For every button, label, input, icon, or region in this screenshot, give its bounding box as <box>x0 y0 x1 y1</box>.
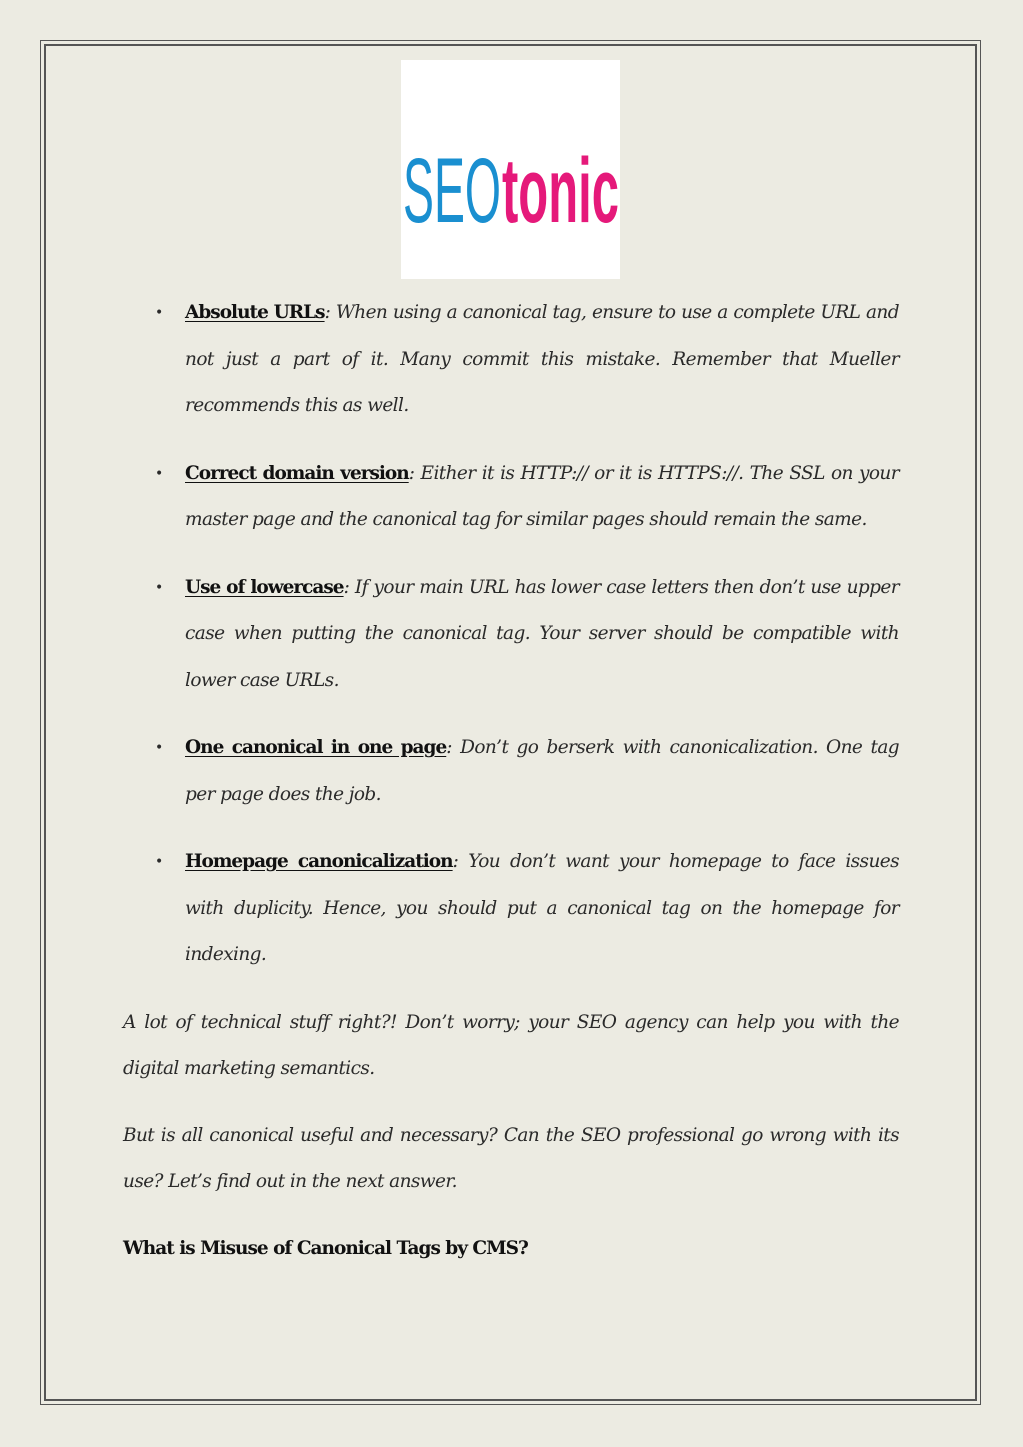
item-term: One canonical in one page <box>185 737 447 758</box>
item-term: Use of lowercase <box>185 576 344 598</box>
bullet-icon: • <box>155 854 163 870</box>
list-item <box>123 725 899 818</box>
section-heading: What is Misuse of Canonical Tags by CMS? <box>123 1237 528 1259</box>
body-paragraph: But is all canonical useful and necessary? Can the SEO professional go wrong with its use? Let’s find out in the next answer. <box>123 1124 899 1192</box>
item-text: : Either it is HTTP:// or it is HTTPS://. The SSL on your master page and the canonical tag for similar pages should remain the same. <box>185 462 899 530</box>
seotonic-logo <box>401 60 620 279</box>
item-term: Homepage canonicalization <box>185 851 453 872</box>
list-item <box>123 451 899 544</box>
logo-tonic-text: tonic <box>502 140 619 242</box>
seotonic-logo-graphic <box>401 60 620 279</box>
tips-list <box>123 290 899 979</box>
item-term: Correct domain version <box>185 462 409 484</box>
body-paragraph: A lot of technical stuff right?! Don’t worry; your SEO agency can help you with the digital marketing semantics. <box>123 1011 899 1079</box>
bullet-icon: • <box>155 305 163 321</box>
item-text: : If your main URL has lower case letters then don’t use upper case when putting the canonical tag. Your server should be compatible with lower case URLs. <box>185 576 899 691</box>
document-body <box>123 290 899 1272</box>
logo-seo-text: SEO <box>403 140 501 242</box>
item-text: : You don’t want your homepage to face issues with duplicity. Hence, you should put a canonical tag on the homepage for indexing. <box>185 851 900 965</box>
list-item <box>123 839 899 979</box>
item-text: : Don’t go berserk with canonicalization. One tag per page does the job. <box>185 737 899 805</box>
bullet-icon: • <box>155 579 163 596</box>
list-item <box>123 565 899 705</box>
item-text: : When using a canonical tag, ensure to use a complete URL and not just a part of it. Many commit this mistake. Remember that Mueller recommends this as well. <box>185 302 899 416</box>
bullet-icon: • <box>155 465 163 482</box>
bullet-icon: • <box>155 740 163 756</box>
list-item <box>123 290 899 430</box>
item-term: Absolute URLs <box>185 302 325 323</box>
